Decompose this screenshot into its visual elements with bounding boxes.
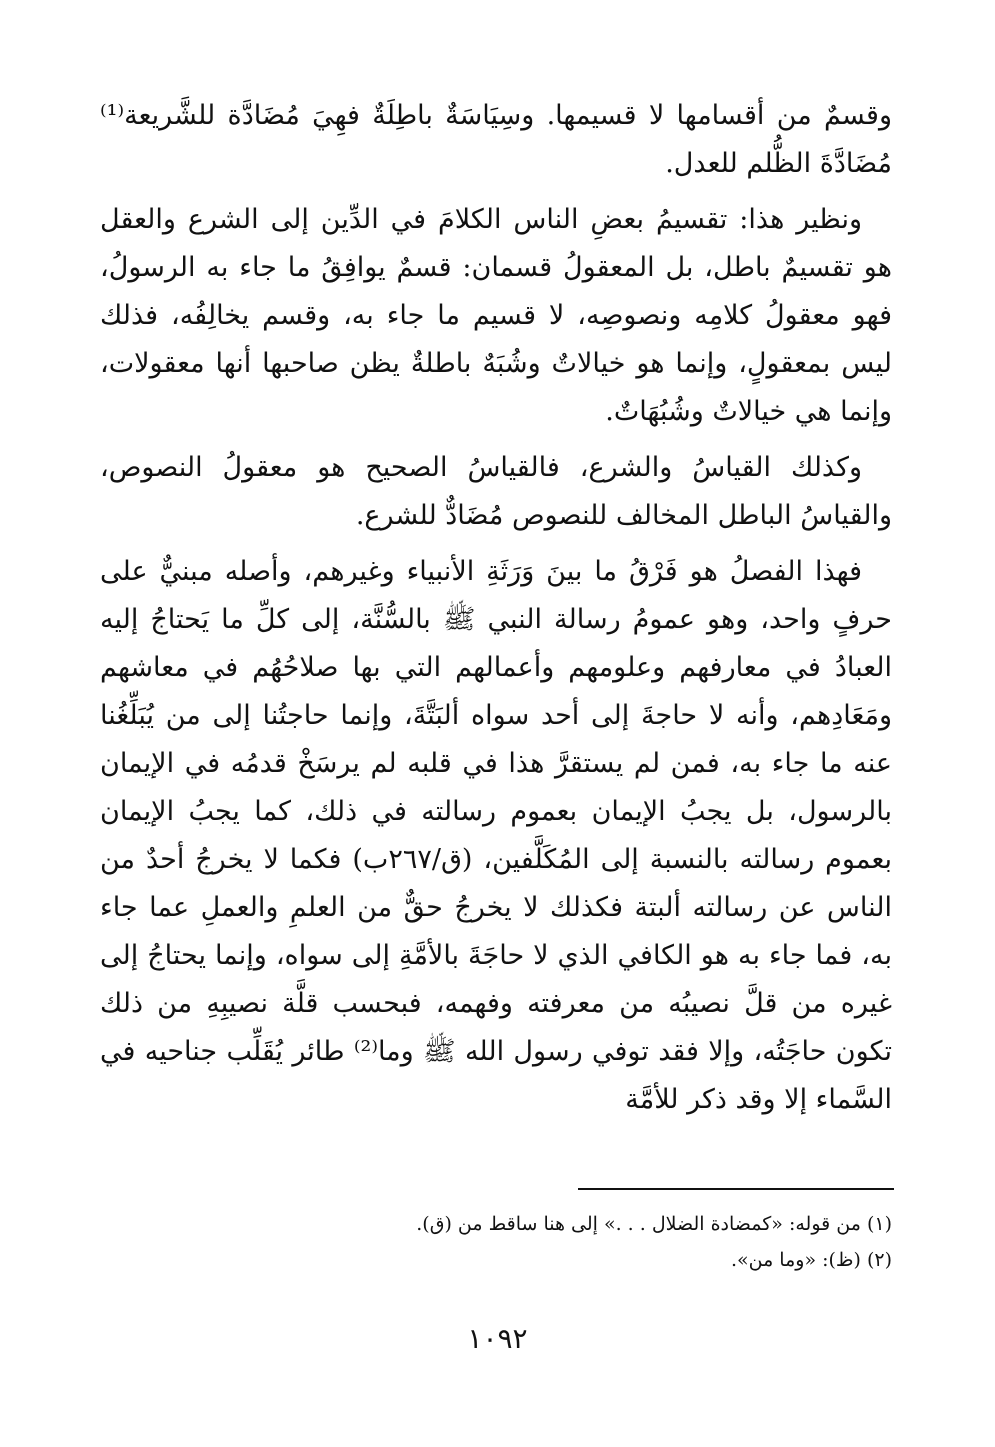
paragraph-4: فهذا الفصلُ هو فَرْقُ ما بينَ وَرَثَةِ الأنبياء وغيرهم، وأصله مبنيٌّ على حرفٍ واحد، وهو عمومُ رسالة النبي ﷺ بالسُّنَّة، إلى كلِّ ما يَحتاجُ إليه العبادُ في معارفهم وعلومهم وأعمالهم التي بها صلاحُهُم في معاشهم ومَعَادِهم، وأنه لا حاجةَ إلى أحد سواه ألبَتَّةَ، وإنما حاجتُنا إلى من يُبَلِّغُنا عنه ما جاء به، فمن لم يستقرَّ هذا في قلبه لم يرسَخْ قدمُه في الإيمان بالرسول، بل يجبُ الإيمان بعموم رسالته في ذلك، كما يجبُ الإيمان بعموم رسالته بالنسبة إلى المُكَلَّفين، (ق/٢٦٧ب) فكما لا يخرجُ أحدٌ من الناس عن رسالته ألبتة فكذلك لا يخرجُ حقٌّ من العلمِ والعملِ عما جاء به، فما جاء به هو الكافي الذي لا حاجَةَ بالأمَّةِ إلى سواه، وإنما يحتاجُ إلى غيره من قلَّ نصيبُه من معرفته وفهمه، فبحسب قلَّة نصيبِهِ من ذلك تكون حاجَتُه، وإلا فقد توفي رسول الله ﷺ وما⁽²⁾ طائر يُقَلِّب جناحيه في السَّماء إلا وقد ذكر للأمَّة [100,556,892,1115]
page-number: ١٠٩٢ [467,1322,528,1355]
paragraph-3: وكذلك القياسُ والشرع، فالقياسُ الصحيح هو معقولُ النصوص، والقياسُ الباطل المخالف للنصوص مُضَادٌّ للشرع. [100,452,892,531]
paragraph-2: ونظير هذا: تقسيمُ بعضِ الناس الكلامَ في الدِّين إلى الشرع والعقل هو تقسيمٌ باطل، بل المعقولُ قسمان: قسمٌ يوافِقُ ما جاء به الرسولُ، فهو معقولُ كلامِه ونصوصِه، لا قسيم ما جاء به، وقسم يخالِفُه، فذلك ليس بمعقولٍ، وإنما هو خيالاتٌ وشُبَهٌ باطلةٌ يظن صاحبها أنها معقولات، وإنما هي خيالاتٌ وشُبُهَاتٌ. [100,204,892,427]
main-text [100,92,892,1132]
footnote-1: (١) من قوله: «كمضادة الضلال . . .» إلى هنا ساقط من (ق). [416,1213,892,1235]
footnote-divider [578,1188,894,1190]
footnote-2: (٢) (ظ): «وما من». [730,1249,892,1271]
footnotes [100,1206,892,1278]
paragraph-1: وقسمٌ من أقسامها لا قسيمها. وسِيَاسَةٌ باطِلَةٌ فهِيَ مُضَادَّة للشَّريعة⁽¹⁾ مُضَادَّةَ الظُّلم للعدل. [100,100,892,179]
